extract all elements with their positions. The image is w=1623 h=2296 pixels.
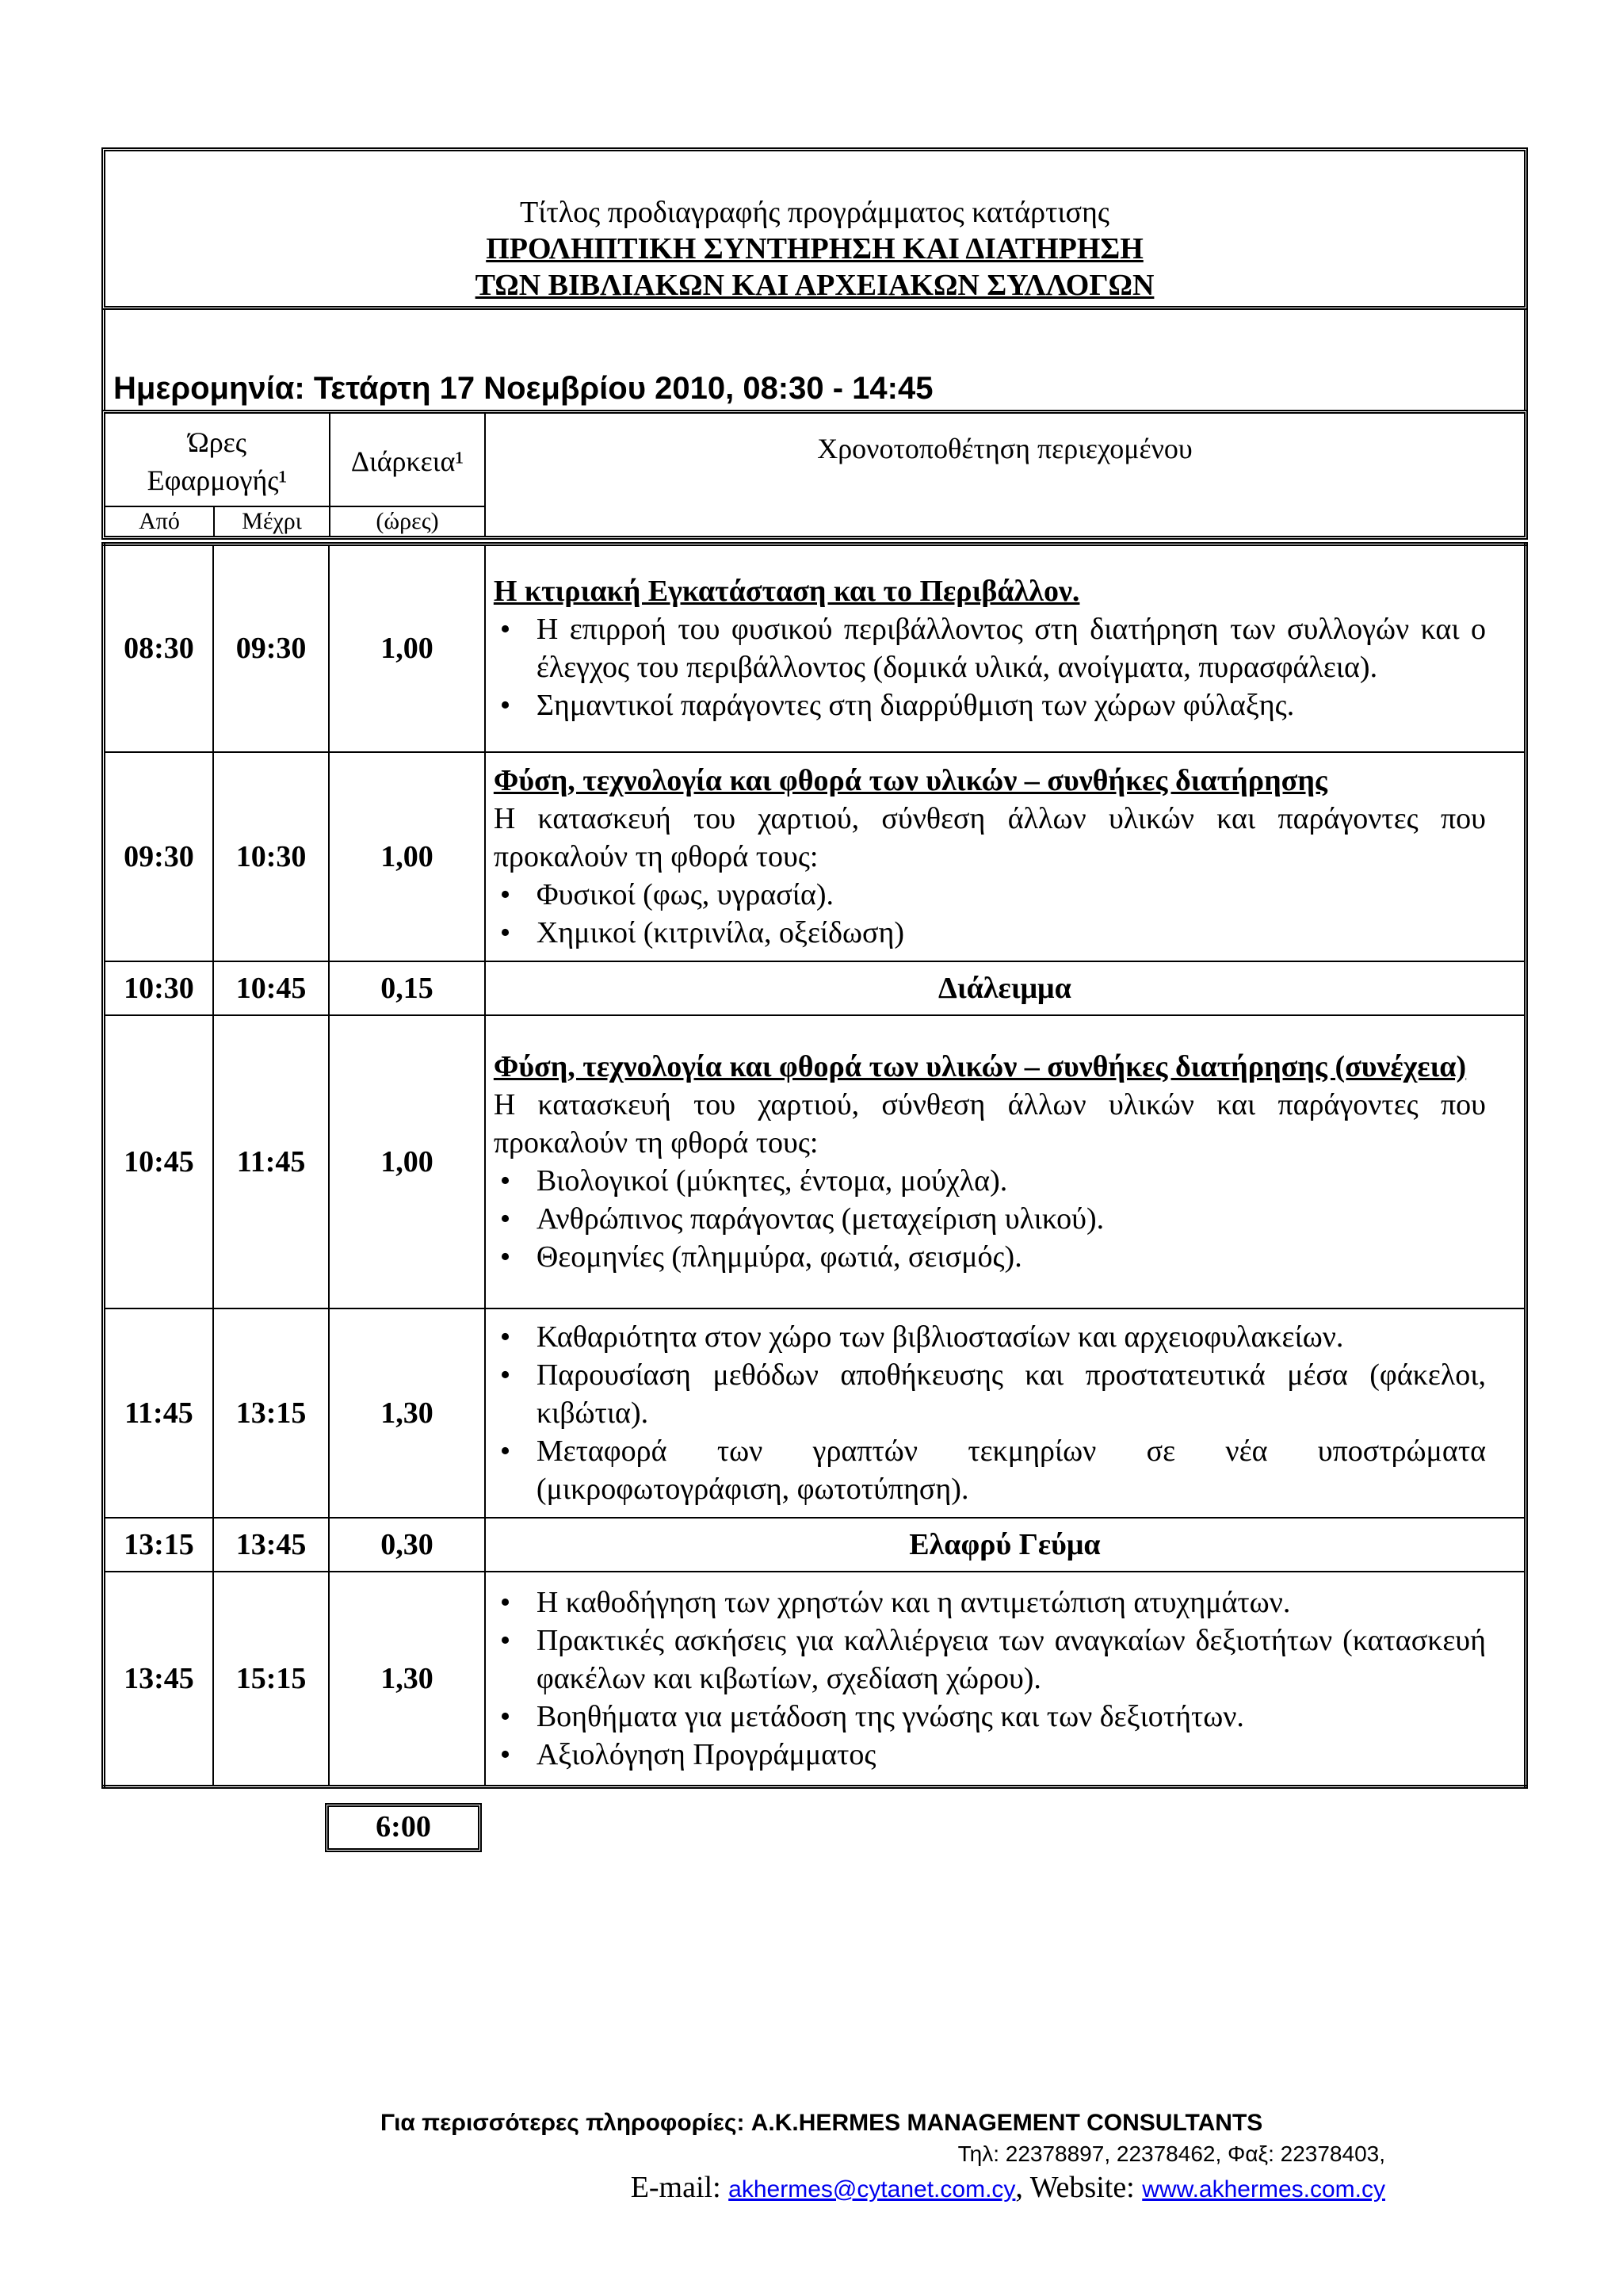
- duration-cell: 0,15: [329, 961, 485, 1015]
- hours-header: [105, 423, 329, 499]
- break-cell: Διάλειμμα: [485, 961, 1526, 1015]
- schedule-table: [101, 542, 1528, 1789]
- to-cell: 11:45: [213, 1015, 329, 1308]
- duration-unit: (ώρες): [376, 508, 439, 534]
- duration-header: Διάρκεια¹: [350, 445, 464, 477]
- list-item: • Καθαριότητα στον χώρο των βιβλιοστασίων και αρχειοφυλακείων.: [494, 1318, 1486, 1356]
- duration-cell: 0,30: [329, 1518, 485, 1572]
- table-row: [104, 1572, 1526, 1787]
- bullet-list: [494, 1318, 1486, 1508]
- to-cell: 15:15: [213, 1572, 329, 1787]
- lunch-cell: Ελαφρύ Γεύμα: [485, 1518, 1526, 1572]
- table-row: [104, 1518, 1526, 1572]
- from-cell: 10:30: [104, 961, 213, 1015]
- duration-cell: 1,00: [329, 1015, 485, 1308]
- list-item: • Χημικοί (κιτρινίλα, οξείδωση): [494, 914, 1486, 952]
- program-title-line2: ΤΩΝ ΒΙΒΛΙΑΚΩΝ ΚΑΙ ΑΡΧΕΙΑΚΩΝ ΣΥΛΛΟΓΩΝ: [475, 269, 1155, 302]
- list-item: • Φυσικοί (φως, υγρασία).: [494, 876, 1486, 914]
- content-header: Χρονοτοποθέτηση περιεχομένου: [817, 433, 1193, 464]
- bullet-list: [494, 1584, 1486, 1774]
- table-row: [104, 752, 1526, 961]
- duration-cell: 1,00: [329, 752, 485, 961]
- to-cell: 13:45: [213, 1518, 329, 1572]
- email-link[interactable]: akhermes@cytanet.com.cy: [728, 2176, 1016, 2202]
- to-cell: 09:30: [213, 544, 329, 752]
- website-link[interactable]: www.akhermes.com.cy: [1142, 2176, 1385, 2202]
- list-item: • Η επιρροή του φυσικού περιβάλλοντος στη διατήρηση των συλλογών και ο έλεγχος του περιβάλλοντος (δομικά υλικά, ανοίγματα, πυρασφάλεια).: [494, 610, 1486, 686]
- list-item: • Η καθοδήγηση των χρηστών και η αντιμετώπιση ατυχημάτων.: [494, 1584, 1486, 1622]
- from-cell: 13:45: [104, 1572, 213, 1787]
- topic-heading: Φύση, τεχνολογία και φθορά των υλικών – συνθήκες διατήρησης: [493, 763, 1327, 797]
- hours-header-line1: Ώρες: [187, 426, 247, 458]
- content-cell: [485, 1572, 1526, 1787]
- email-label: E-mail:: [630, 2171, 729, 2204]
- from-cell: 10:45: [104, 1015, 213, 1308]
- bullet-list: [494, 876, 1486, 952]
- topic-heading: Φύση, τεχνολογία και φθορά των υλικών – συνθήκες διατήρησης (συνέχεια): [493, 1049, 1467, 1083]
- list-item: • Βιολογικοί (μύκητες, έντομα, μούχλα).: [494, 1162, 1486, 1200]
- content-cell: [485, 752, 1526, 961]
- content-cell: [485, 1308, 1526, 1518]
- content-cell: [485, 1015, 1526, 1308]
- list-item: • Πρακτικές ασκήσεις για καλλιέργεια των αναγκαίων δεξιοτήτων (κατασκευή φακέλων και κιβωτίων, σχεδίαση χώρου).: [494, 1622, 1486, 1698]
- title-box: [101, 147, 1528, 310]
- list-item: • Βοηθήματα για μετάδοση της γνώσης και των δεξιοτήτων.: [494, 1698, 1486, 1736]
- duration-cell: 1,00: [329, 544, 485, 752]
- bullet-list: [494, 610, 1486, 724]
- hours-header-line2: Εφαρμογής¹: [147, 464, 288, 496]
- from-header: Από: [139, 508, 180, 534]
- to-cell: 10:45: [213, 961, 329, 1015]
- to-header: Μέχρι: [242, 508, 302, 534]
- list-item: • Σημαντικοί παράγοντες στη διαρρύθμιση των χώρων φύλαξης.: [494, 686, 1486, 724]
- to-cell: 13:15: [213, 1308, 329, 1518]
- to-cell: 10:30: [213, 752, 329, 961]
- table-row: [104, 1308, 1526, 1518]
- website-label: , Website:: [1015, 2171, 1143, 2204]
- bullet-list: [494, 1162, 1486, 1276]
- from-cell: 11:45: [104, 1308, 213, 1518]
- program-title-line1: ΠΡΟΛΗΠΤΙΚΗ ΣΥΝΤΗΡΗΣΗ ΚΑΙ ΔΙΑΤΗΡΗΣΗ: [486, 232, 1144, 266]
- date-box: [101, 310, 1528, 410]
- from-cell: 08:30: [104, 544, 213, 752]
- table-row: [104, 1015, 1526, 1308]
- footer-info: Για περισσότερες πληροφορίες: A.K.HERMES MANAGEMENT CONSULTANTS: [380, 2110, 1263, 2136]
- content-cell: [485, 544, 1526, 752]
- list-item: • Θεομηνίες (πλημμύρα, φωτιά, σεισμός).: [494, 1238, 1486, 1276]
- list-item: • Αξιολόγηση Προγράμματος: [494, 1736, 1486, 1774]
- list-item: • Ανθρώπινος παράγοντας (μεταχείριση υλικού).: [494, 1200, 1486, 1238]
- date-line: Ημερομηνία: Τετάρτη 17 Νοεμβρίου 2010, 08:30 - 14:45: [113, 371, 934, 406]
- table-header: [101, 410, 1528, 540]
- table-row: [104, 961, 1526, 1015]
- paragraph: Η κατασκευή του χαρτιού, σύνθεση άλλων υλικών και παράγοντες που προκαλούν τη φθορά τους:: [493, 1087, 1486, 1159]
- from-cell: 09:30: [104, 752, 213, 961]
- paragraph: Η κατασκευή του χαρτιού, σύνθεση άλλων υλικών και παράγοντες που προκαλούν τη φθορά τους:: [493, 801, 1486, 873]
- table-row: [104, 544, 1526, 752]
- duration-cell: 1,30: [329, 1308, 485, 1518]
- from-cell: 13:15: [104, 1518, 213, 1572]
- footer-contacts: [631, 2170, 1385, 2205]
- footer-phones: Τηλ: 22378897, 22378462, Φαξ: 22378403,: [957, 2141, 1385, 2166]
- total-duration: 6:00: [325, 1803, 482, 1852]
- topic-heading: Η κτιριακή Εγκατάσταση και το Περιβάλλον.: [493, 575, 1080, 609]
- duration-cell: 1,30: [329, 1572, 485, 1787]
- list-item: • Παρουσίαση μεθόδων αποθήκευσης και προστατευτικά μέσα (φάκελοι, κιβώτια).: [494, 1356, 1486, 1432]
- list-item: • Μεταφορά των γραπτών τεκμηρίων σε νέα υποστρώματα (μικροφωτογράφιση, φωτοτύπηση).: [494, 1432, 1486, 1508]
- spec-title-label: Τίτλος προδιαγραφής προγράμματος κατάρτισης: [520, 196, 1109, 229]
